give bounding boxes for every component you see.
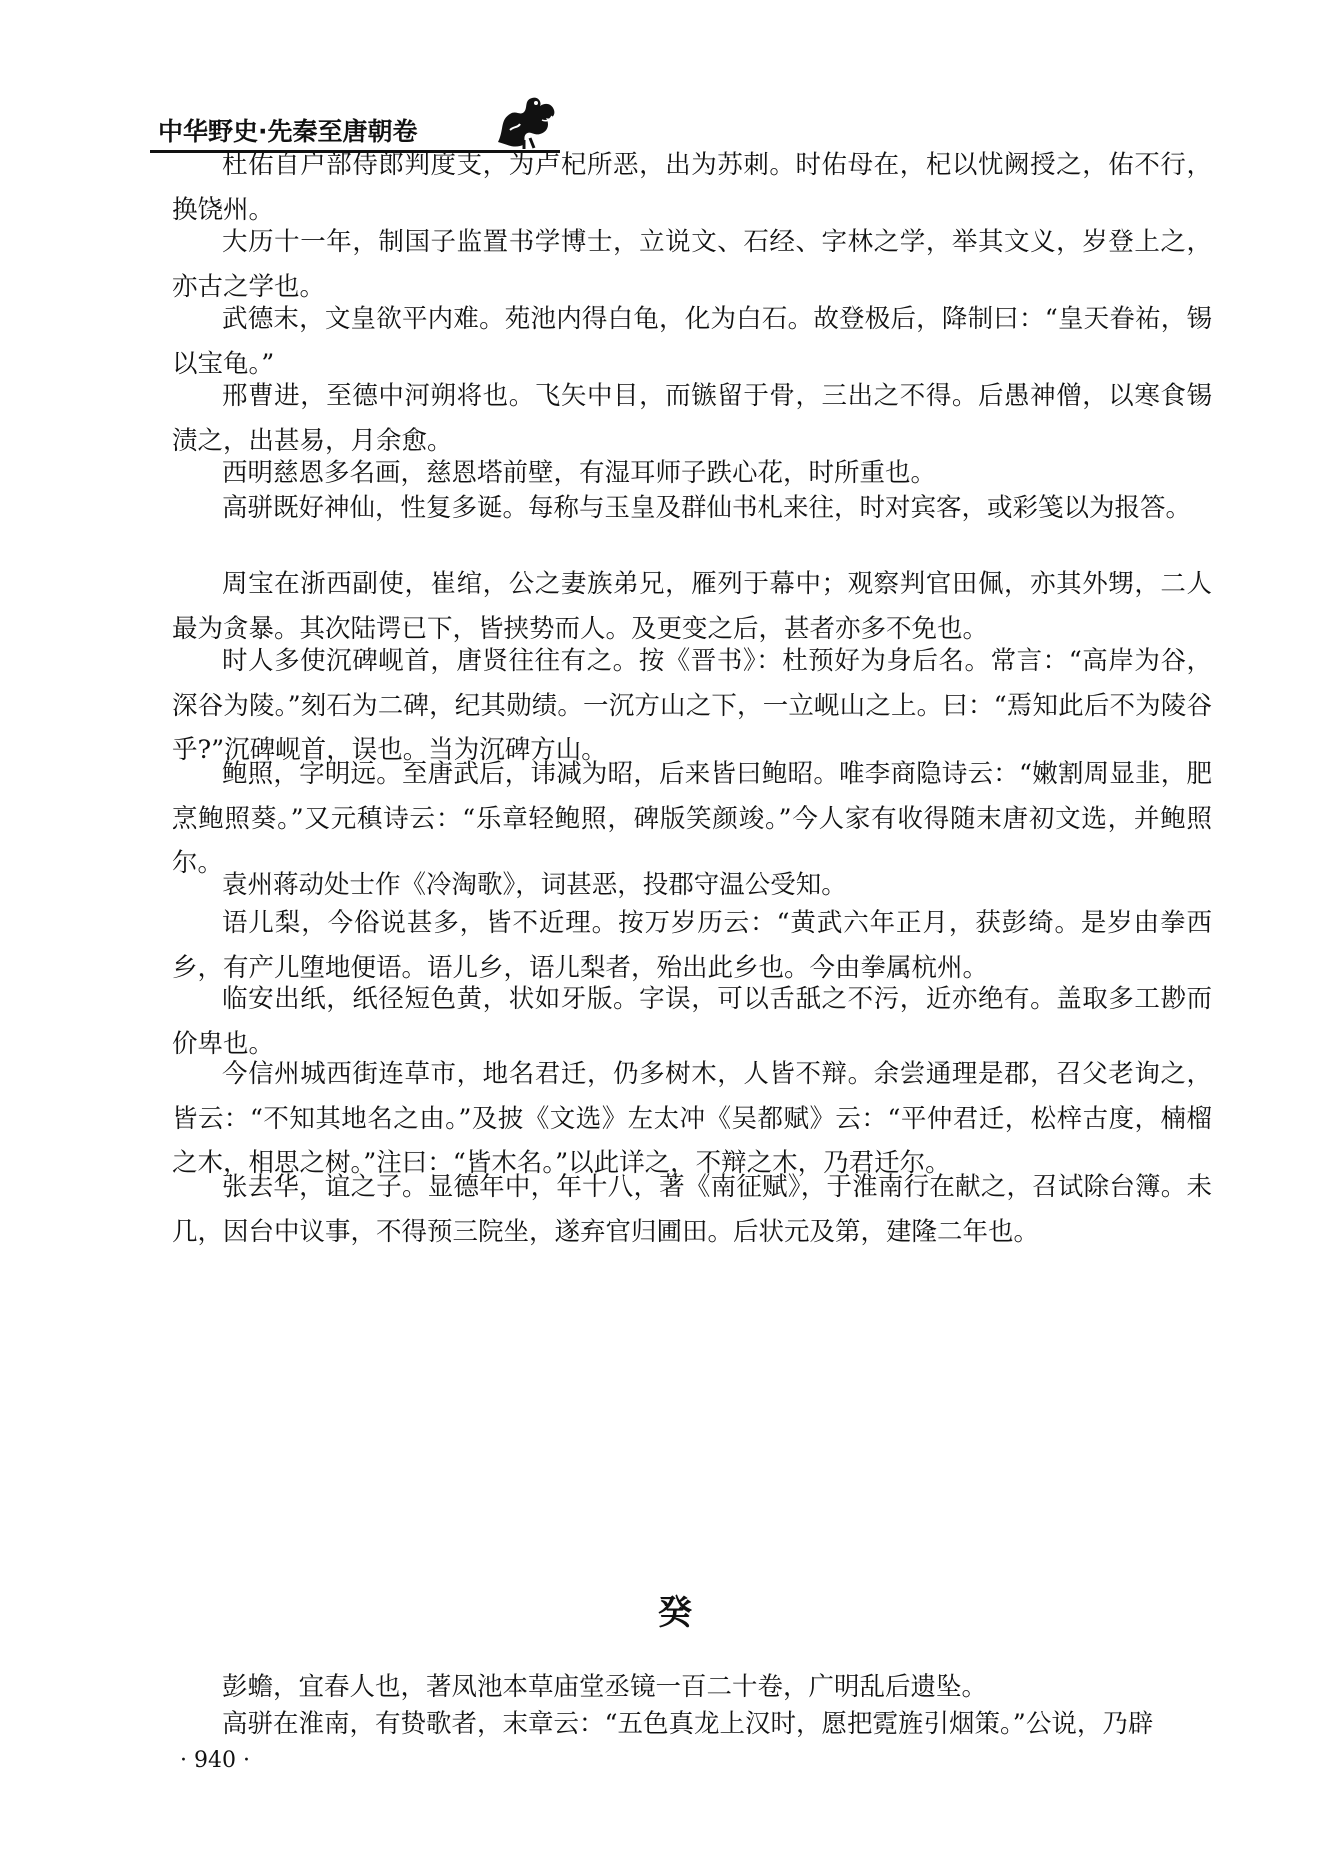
page-number: · 940 ·	[180, 1748, 250, 1773]
entry-paragraph: 鲍照，字明远。至唐武后，讳减为昭，后来皆曰鲍昭。唯李商隐诗云：“嫩割周显韭，肥烹鲍照葵。”又元稹诗云：“乐章轻鲍照，碑版笑颜竣。”今人家有收得随末唐初文选，并鲍照尔。	[172, 759, 1212, 878]
entry-paragraph: 杜佑自户部侍郎判度支，为卢杞所恶，出为苏刺。时佑母在，杞以忧阙授之，佑不行，换饶州。	[172, 150, 1212, 225]
entry-paragraph: 临安出纸，纸径短色黄，状如牙版。字误，可以舌舐之不污，近亦绝有。盖取多工尠而价卑也。	[172, 984, 1212, 1059]
entry-paragraph: 高骈既好神仙，性复多诞。每称与玉皇及群仙书札来往，时对宾客，或彩笺以为报答。	[222, 493, 1192, 523]
entry-paragraph: 彭蟾，宜春人也，著凤池本草庙堂丞镜一百二十卷，广明乱后遗坠。	[222, 1672, 988, 1702]
entry-paragraph: 语儿梨，今俗说甚多，皆不近理。按万岁历云：“黄武六年正月，获彭绮。是岁由拳西乡，有产儿堕地便语。语儿乡，语儿梨者，殆出此乡也。今由拳属杭州。	[172, 908, 1212, 983]
entry-paragraph: 高骈在淮南，有贽歌者，末章云：“五色真龙上汉时，愿把霓旌引烟策。”公说，乃辟	[222, 1709, 1154, 1739]
entry-paragraph: 西明慈恩多名画，慈恩塔前壁，有湿耳师子跌心花，时所重也。	[222, 458, 937, 488]
entry-paragraph: 武德末，文皇欲平内难。苑池内得白龟，化为白石。故登极后，降制曰：“皇天眷祐，锡以宝龟。”	[172, 304, 1212, 379]
entry-paragraph: 周宝在浙西副使，崔绾，公之妻族弟兄，雁列于幕中；观察判官田佩，亦其外甥，二人最为贪暴。其次陆谔已下，皆挟势而人。及更变之后，甚者亦多不免也。	[172, 569, 1212, 644]
entry-paragraph: 今信州城西街连草市，地名君迁，仍多树木，人皆不辩。余尝通理是郡，召父老询之，皆云：“不知其地名之由。”及披《文选》左太冲《吴都赋》云：“平仲君迁，松梓古度，楠榴之木，相思之树。”注曰：“皆木名。”以此详之，不辩之木，乃君迁尔。	[172, 1059, 1212, 1178]
book-title: 中华野史·先秦至唐朝卷	[158, 117, 418, 146]
entry-paragraph: 张去华，谊之子。显德年中，年十八，著《南征赋》，于淮南行在献之，召试除台簿。未几，因台中议事，不得预三院坐，遂弃官归圃田。后状元及第，建隆二年也。	[172, 1172, 1212, 1247]
dragon-icon	[490, 90, 562, 150]
entry-paragraph: 袁州蒋动处士作《冷淘歌》，词甚恶，投郡守温公受知。	[222, 870, 847, 900]
section-heading: 癸	[658, 1593, 692, 1633]
entry-paragraph: 时人多使沉碑岘首，唐贤往往有之。按《晋书》：杜预好为身后名。常言：“高岸为谷，深谷为陵。”刻石为二碑，纪其勋绩。一沉方山之下，一立岘山之上。曰：“焉知此后不为陵谷乎?”沉碑岘首，误也。当为沉碑方山。	[172, 646, 1212, 765]
entry-paragraph: 大历十一年，制国子监置书学博士，立说文、石经、字林之学，举其文义，岁登上之，亦古之学也。	[172, 227, 1212, 302]
entry-paragraph: 邢曹进，至德中河朔将也。飞矢中目，而镞留于骨，三出之不得。后愚神僧，以寒食锡渍之，出甚易，月余愈。	[172, 381, 1212, 456]
